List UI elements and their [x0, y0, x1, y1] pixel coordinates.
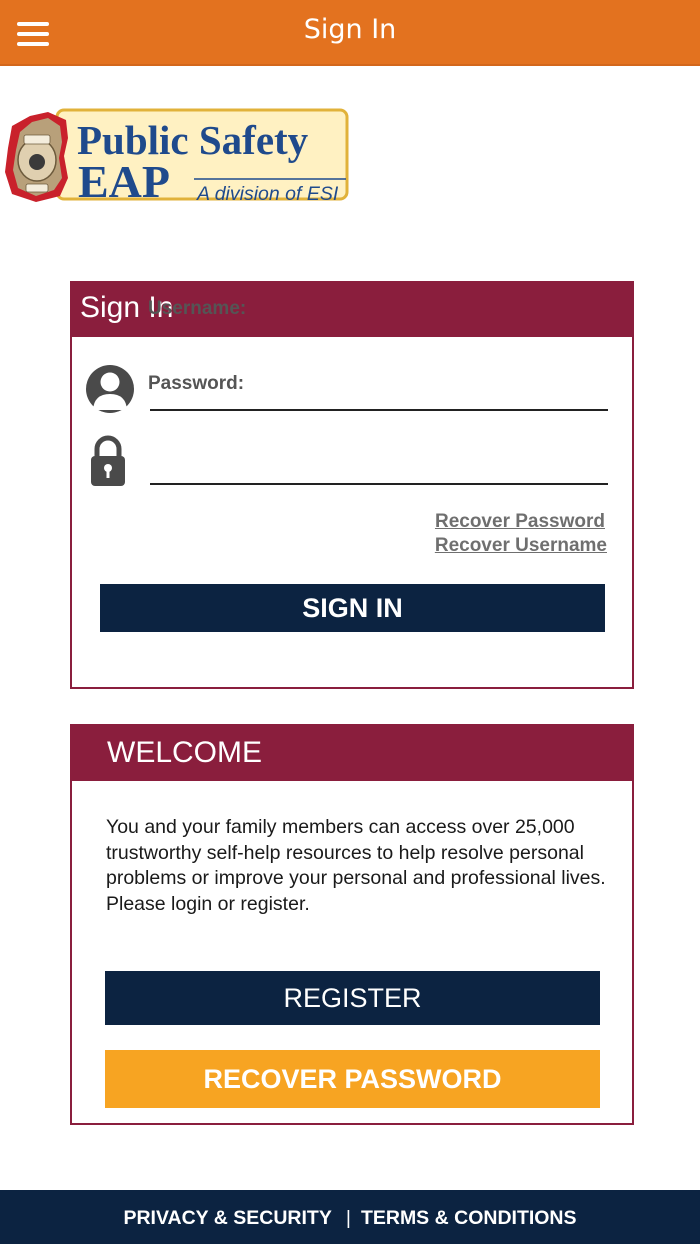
page-title: Sign In — [303, 14, 397, 45]
sign-in-panel — [70, 281, 634, 689]
welcome-heading: WELCOME — [72, 726, 632, 781]
password-input[interactable] — [150, 451, 608, 485]
logo-tagline: A division of ESI — [197, 183, 339, 204]
logo-title: Public Safety — [77, 117, 309, 163]
welcome-message: You and your family members can access over 25,000 trustworthy self-help resources to help resolve personal problems or improve your personal and professional lives. Please login or register. — [106, 816, 606, 915]
recover-password-button[interactable]: RECOVER PASSWORD — [105, 1050, 600, 1108]
terms-conditions-link[interactable]: TERMS & CONDITIONS — [360, 1207, 577, 1229]
password-label: Password: — [148, 373, 245, 394]
footer-separator: | — [345, 1207, 351, 1229]
sign-in-heading: Sign In — [72, 283, 632, 337]
logo-eap: EAP — [78, 156, 170, 204]
welcome-panel — [70, 724, 634, 1125]
police-badge-icon — [5, 112, 68, 202]
register-button[interactable]: REGISTER — [105, 971, 600, 1025]
footer — [0, 1190, 700, 1244]
privacy-security-link[interactable]: PRIVACY & SECURITY — [123, 1207, 332, 1229]
lock-icon — [88, 435, 128, 487]
top-bar — [0, 0, 700, 66]
recover-username-link[interactable]: Recover Username — [434, 535, 607, 556]
public-safety-eap-logo — [2, 108, 350, 204]
sign-in-button[interactable]: SIGN IN — [100, 584, 605, 632]
username-label: Username: — [148, 298, 247, 319]
user-icon — [84, 363, 136, 415]
recover-password-link[interactable]: Recover Password — [434, 511, 605, 532]
